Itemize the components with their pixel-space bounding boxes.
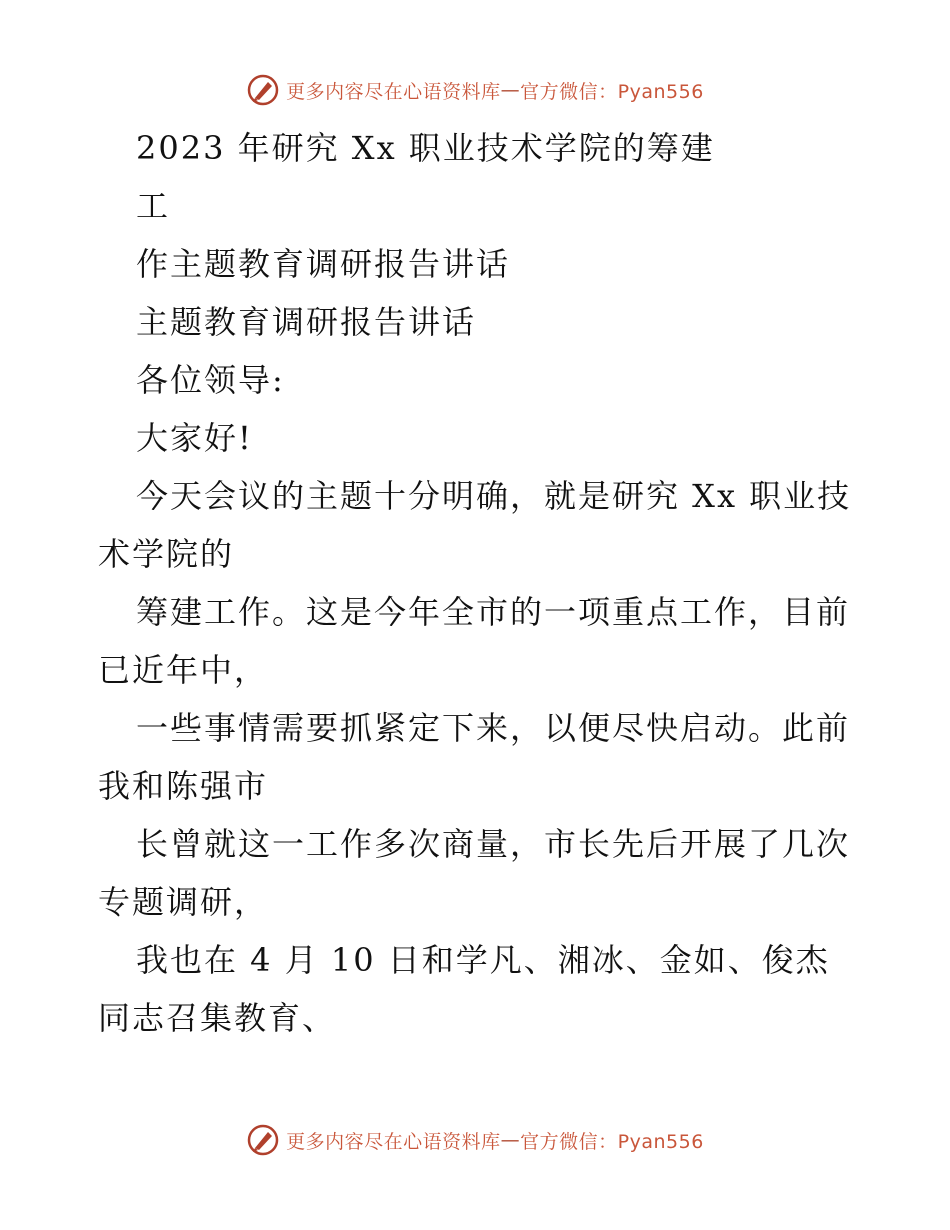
doc-title-line-1: 2023 年研究 Xx 职业技术学院的筹建 bbox=[136, 129, 715, 167]
watermark-text: 更多内容尽在心语资料库 bbox=[286, 1130, 501, 1153]
watermark-wechat: 官方微信：Pyan556 bbox=[520, 80, 704, 103]
doc-title-line-3: 作主题教育调研报告讲话 bbox=[136, 245, 511, 283]
pen-logo-icon bbox=[246, 1123, 280, 1157]
doc-title-line-2: 工 bbox=[136, 187, 171, 225]
watermark-wechat: 官方微信：Pyan556 bbox=[520, 1130, 704, 1153]
doc-paragraph-line: 同志召集教育、 bbox=[98, 999, 337, 1037]
doc-subtitle: 主题教育调研报告讲话 bbox=[136, 303, 477, 341]
watermark-text: 更多内容尽在心语资料库 bbox=[286, 80, 501, 103]
doc-paragraph-line: 长曾就这一工作多次商量，市长先后开展了几次 bbox=[136, 825, 851, 863]
doc-paragraph-line: 专题调研， bbox=[98, 883, 269, 921]
doc-salutation: 各位领导: bbox=[136, 361, 285, 399]
doc-paragraph-line: 术学院的 bbox=[98, 535, 235, 573]
doc-paragraph-line: 已近年中， bbox=[98, 651, 269, 689]
doc-greeting: 大家好! bbox=[136, 419, 253, 457]
watermark-separator: — bbox=[500, 1129, 521, 1151]
pen-logo-icon bbox=[246, 73, 280, 107]
doc-paragraph-line: 一些事情需要抓紧定下来，以便尽快启动。此前 bbox=[136, 709, 851, 747]
watermark-separator: — bbox=[500, 79, 521, 101]
header-watermark bbox=[0, 70, 950, 110]
doc-paragraph-line: 筹建工作。这是今年全市的一项重点工作，目前 bbox=[136, 593, 851, 631]
footer-watermark bbox=[0, 1120, 950, 1160]
doc-paragraph-line: 今天会议的主题十分明确，就是研究 Xx 职业技 bbox=[136, 477, 852, 515]
doc-paragraph-line: 我也在 4 月 10 日和学凡、湘冰、金如、俊杰 bbox=[136, 941, 830, 979]
doc-paragraph-line: 我和陈强市 bbox=[98, 767, 269, 805]
